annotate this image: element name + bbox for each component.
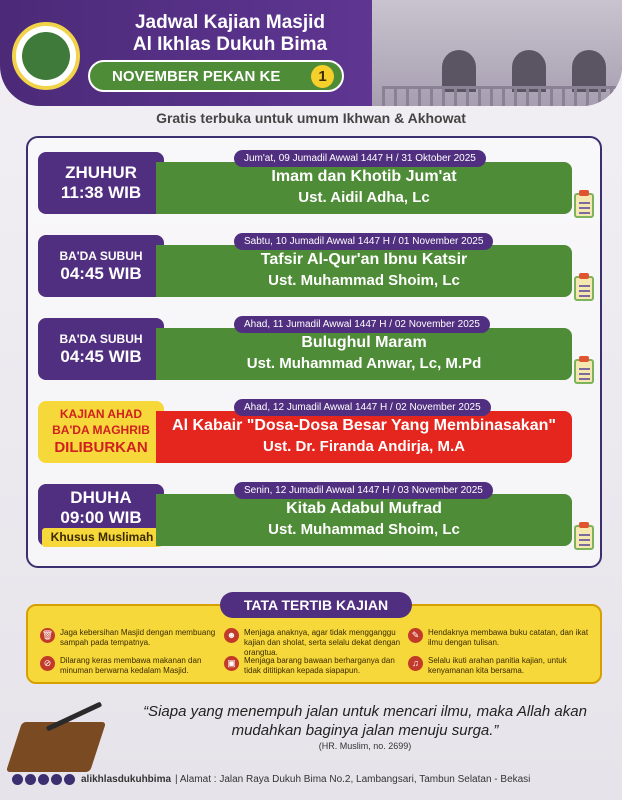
time-value: 04:45 WIB (60, 347, 142, 366)
time-box (38, 235, 164, 297)
date-pill: Jum'at, 09 Jumadil Awwal 1447 H / 31 Oktober 2025 (234, 150, 486, 167)
week-label: NOVEMBER PEKAN KE (112, 67, 281, 85)
week-number: 1 (311, 65, 334, 88)
no-food-icon: ⊘ (40, 656, 55, 671)
rule-item (40, 656, 228, 676)
logo-emblem (22, 32, 70, 80)
schedule-entry (38, 235, 596, 307)
facebook-icon (25, 774, 36, 785)
topic: Imam dan Khotib Jum'at (271, 168, 457, 185)
cancel-status: DILIBURKAN (54, 439, 148, 456)
week-badge (88, 60, 344, 92)
hadith-quote: “Siapa yang menempuh jalan untuk mencari ilmu, maka Allah akan mudahkan baginya jalan menuju surga.” (143, 703, 587, 739)
topic: Kitab Adabul Mufrad (286, 500, 442, 517)
topic: Tafsir Al-Qur'an Ibnu Katsir (260, 251, 468, 268)
rule-text: Menjaga anaknya, agar tidak mengganggu kajian dan sholat, serta selalu dekat dengan orangtua. (244, 628, 401, 657)
bag-icon: ▣ (224, 656, 239, 671)
date-pill: Sabtu, 10 Jumadil Awwal 1447 H / 01 November 2025 (234, 233, 493, 250)
header-banner (0, 0, 622, 106)
time-value: 04:45 WIB (60, 264, 142, 283)
topic-panel (156, 162, 572, 214)
time-label: KAJIAN AHAD (59, 407, 143, 421)
schedule-entry-cancelled (38, 401, 596, 473)
rule-text: Selalu ikuti arahan panitia kajian, untuk kenyamanan kita bersama. (428, 656, 567, 675)
topic-panel (156, 411, 572, 463)
speaker: Ust. Muhammad Anwar, Lc, M.Pd (246, 355, 482, 372)
footer (12, 774, 614, 785)
book-icon (6, 722, 106, 772)
hadith-source: (HR. Muslim, no. 2699) (318, 741, 412, 751)
trash-icon: 🗑 (40, 628, 55, 643)
clipboard-icon (572, 356, 596, 384)
time-label: BA'DA SUBUH (59, 249, 143, 263)
time-value: 11:38 WIB (60, 183, 142, 202)
subtitle: Gratis terbuka untuk umum Ikhwan & Akhowat (156, 110, 466, 126)
clipboard-icon (572, 273, 596, 301)
time-box (38, 152, 164, 214)
schedule-entry (38, 484, 596, 556)
speaker: Ust. Dr. Firanda Andirja, M.A (263, 438, 465, 455)
family-icon: ☻ (224, 628, 239, 643)
title-line-1: Jadwal Kajian Masjid (134, 12, 326, 33)
speaker: Ust. Muhammad Shoim, Lc (268, 272, 460, 289)
topic-panel (156, 328, 572, 380)
schedule-box (26, 136, 602, 568)
rule-text: Hendaknya membawa buku catatan, dan ikat ilmu dengan tulisan. (428, 628, 589, 647)
rule-item (224, 628, 412, 658)
time-label: DHUHA (70, 488, 132, 507)
speaker: Ust. Muhammad Shoim, Lc (268, 521, 460, 538)
title-line-2: Al Ikhlas Dukuh Bima (132, 34, 328, 55)
clipboard-icon (572, 190, 596, 218)
rule-item (408, 628, 596, 648)
topic: Al Kabair "Dosa-Dosa Besar Yang Membinasakan" (172, 417, 556, 434)
balcony-rail (382, 86, 622, 106)
muslimah-only-badge: Khusus Muslimah (42, 528, 162, 547)
mosque-building-image (372, 0, 622, 106)
time-box (38, 401, 164, 463)
rule-text: Jaga kebersihan Masjid dengan membuang sampah pada tempatnya. (60, 628, 216, 647)
date-pill: Ahad, 12 Jumadil Awwal 1447 H / 02 November 2025 (234, 399, 491, 416)
rules-panel (26, 597, 602, 684)
bell-icon: ♫ (408, 656, 423, 671)
clipboard-icon (572, 522, 596, 550)
rule-text: Menjaga barang bawaan berharganya dan tidak dititipkan kepada siapapun. (244, 656, 395, 675)
topic-panel (156, 494, 572, 546)
address: | Alamat : Jalan Raya Dukuh Bima No.2, Lambangsari, Tambun Selatan - Bekasi (175, 774, 531, 785)
schedule-entry (38, 152, 596, 224)
time-value: 09:00 WIB (60, 508, 142, 527)
topic-panel (156, 245, 572, 297)
instagram-icon (12, 774, 23, 785)
time-label-2: BA'DA MAGHRIB (52, 423, 150, 437)
rule-item (40, 628, 228, 648)
topic: Bulughul Maram (301, 334, 427, 351)
time-box (38, 318, 164, 380)
time-label: ZHUHUR (65, 163, 137, 182)
page-title (98, 12, 362, 56)
website-icon (38, 774, 49, 785)
schedule-entry (38, 318, 596, 390)
date-pill: Ahad, 11 Jumadil Awwal 1447 H / 02 November 2025 (234, 316, 490, 333)
rule-item (224, 656, 412, 676)
youtube-icon (51, 774, 62, 785)
time-label: BA'DA SUBUH (59, 332, 143, 346)
mosque-logo (12, 22, 80, 90)
rule-text: Dilarang keras membawa makanan dan minuman berwarna kedalam Masjid. (60, 656, 202, 675)
rule-item (408, 656, 596, 676)
notebook-icon: ✎ (408, 628, 423, 643)
book-and-pen-image (4, 706, 108, 776)
telegram-icon (64, 774, 75, 785)
date-pill: Senin, 12 Jumadil Awwal 1447 H / 03 November 2025 (234, 482, 493, 499)
rules-title: TATA TERTIB KAJIAN (220, 592, 412, 618)
social-handle: alikhlasdukuhbima (81, 774, 172, 785)
speaker: Ust. Aidil Adha, Lc (298, 189, 430, 206)
